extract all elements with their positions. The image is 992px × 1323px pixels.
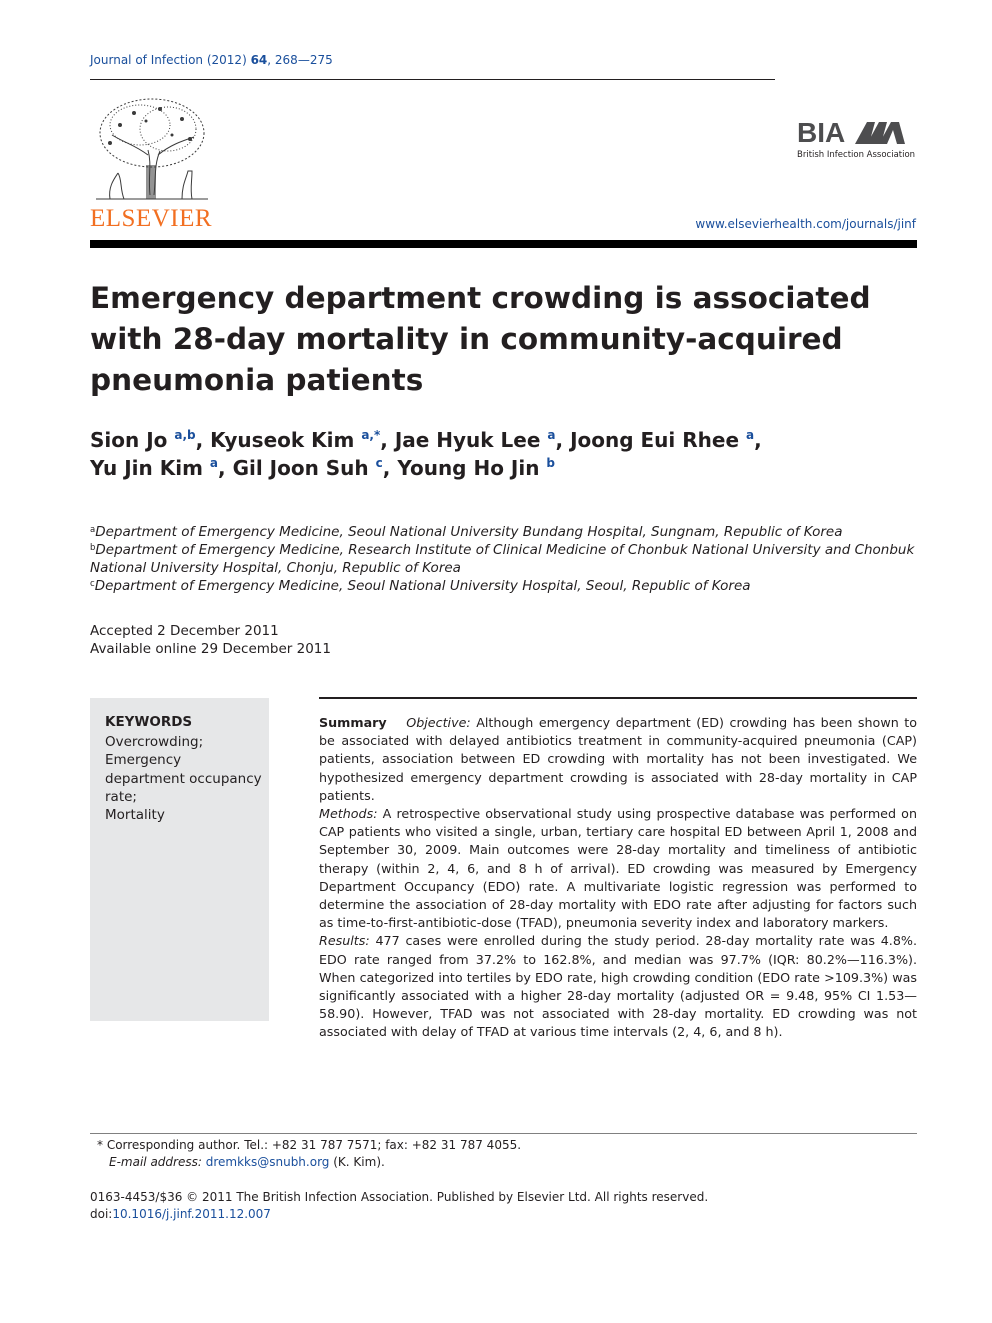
elsevier-wordmark: ELSEVIER: [90, 205, 213, 232]
keywords-list: [105, 733, 265, 824]
author-name: Jae Hyuk Lee: [394, 428, 541, 452]
abstract-methods: [319, 805, 917, 932]
affiliation-text: Department of Emergency Medicine, Seoul National University Hospital, Seoul, Republic of Korea: [94, 578, 751, 594]
author-name: Young Ho Jin: [397, 456, 540, 480]
author-affiliation-link[interactable]: a: [209, 456, 218, 470]
results-text: 477 cases were enrolled during the study period. 28-day mortality rate was 4.8%. EDO rate ranged from 37.2% to 162.8%, and median was 97.7% (IQR: 80.2%—116.3%). When categorized into tertiles by EDO rate, high crowding condition (EDO rate >109.3%) was significantly associated with a higher 28-day mortality (adjusted OR = 9.48, 95% CI 1.53—58.90). However, TFAD was not associated with 28-day mortality. ED crowding was not associated with delay of TFAD at various time intervals (2, 4, 6, and 8 h).: [319, 933, 917, 1040]
affiliation-list: [90, 523, 917, 595]
abstract-objective: [319, 714, 917, 805]
copyright-line: 0163-4453/$36 © 2011 The British Infection Association. Published by Elsevier Ltd. All rights reserved.: [90, 1190, 709, 1204]
doi-label: doi:: [90, 1207, 113, 1221]
author-affiliation-link[interactable]: a: [547, 428, 556, 442]
affiliation-item: [90, 523, 917, 541]
bia-logo: [797, 118, 917, 150]
affiliation-item: [90, 577, 917, 595]
author-name: Yu Jin Kim: [90, 456, 203, 480]
journal-volume: 64: [250, 53, 268, 67]
bia-logo-letters: BIA: [797, 118, 846, 146]
journal-name[interactable]: Journal of Infection (2012): [90, 53, 247, 67]
header-divider: [90, 79, 775, 80]
journal-pages: , 268—275: [267, 53, 333, 67]
journal-citation[interactable]: [90, 53, 333, 67]
keyword-item: Emergency department occupancy rate;: [105, 752, 262, 805]
methods-text: A retrospective observational study using prospective database was performed on CAP patients who visited a single, urban, tertiary care hospital ED between April 1, 2008 and September 30, 2009. Main outcomes were 28-day mortality and timeliness of antibiotic therapy (within 2, 4, 6, and 8 h of arrival). ED crowding was measured by Emergency Department Occupancy (EDO) rate. A multivariate logistic regression was performed to determine the association of 28-day mortality with EDO rate after adjusting for factors such as time-to-first-antibiotic-dose (TFAD), pneumonia severity index and laboratory markers.: [319, 806, 917, 931]
society-name: British Infection Association: [797, 150, 916, 160]
author-affiliation-link[interactable]: c: [375, 456, 383, 470]
author-name: Joong Eui Rhee: [570, 428, 740, 452]
affiliation-mark: b: [90, 543, 96, 553]
accepted-date: Accepted 2 December 2011: [90, 623, 279, 639]
abstract-results: [319, 932, 917, 1041]
keyword-item: Overcrowding;: [105, 734, 204, 750]
bia-logo-icon: [797, 118, 917, 146]
abstract: [319, 714, 917, 1042]
methods-label: Methods:: [319, 806, 378, 822]
author-separator: ,: [380, 428, 395, 452]
email-link[interactable]: dremkks@snubh.org: [205, 1155, 330, 1169]
author-name: Sion Jo: [90, 428, 168, 452]
author-list: [90, 426, 917, 482]
corresponding-author-footnote: [97, 1137, 521, 1171]
tree-icon: [90, 95, 212, 205]
copyright-block: [90, 1189, 708, 1223]
affiliation-mark: c: [90, 579, 95, 589]
author-separator: ,: [218, 456, 233, 480]
objective-text: Although emergency department (ED) crowding has been shown to be associated with delayed antibiotics treatment in community-acquired pneumonia (CAP) patients, association between ED crowding with mortality has not been investigated. We hypothesized emergency department crowding is associated with 28-day mortality in CAP patients.: [319, 715, 917, 803]
author-affiliation-link[interactable]: a,*: [361, 428, 381, 442]
author-separator: ,: [754, 428, 762, 452]
corresponding-author-text: * Corresponding author. Tel.: +82 31 787 7571; fax: +82 31 787 4055.: [97, 1138, 522, 1152]
affiliation-text: Department of Emergency Medicine, Research Institute of Clinical Medicine of Chonbuk National University and Chonbuk National University Hospital, Chonju, Republic of Korea: [90, 542, 915, 576]
affiliation-text: Department of Emergency Medicine, Seoul National University Bundang Hospital, Sungnam, Republic of Korea: [95, 524, 843, 540]
author-separator: ,: [195, 428, 211, 452]
affiliation-mark: a: [90, 525, 96, 535]
doi-line: [90, 1206, 708, 1223]
results-label: Results:: [319, 933, 370, 949]
keywords-heading: KEYWORDS: [105, 714, 193, 730]
author-name: Gil Joon Suh: [232, 456, 369, 480]
available-online-date: Available online 29 December 2011: [90, 641, 331, 657]
article-dates: [90, 622, 331, 658]
summary-label: Summary: [319, 715, 387, 730]
header-thick-rule: [90, 240, 917, 248]
author-affiliation-link[interactable]: b: [546, 456, 555, 470]
author-affiliation-link[interactable]: a: [745, 428, 755, 442]
author-name: Kyuseok Kim: [210, 428, 355, 452]
footnote-rule: [90, 1133, 917, 1134]
email-label: E-mail address:: [109, 1155, 202, 1169]
keyword-item: Mortality: [105, 807, 165, 824]
abstract-top-rule: [319, 697, 917, 699]
email-suffix: (K. Kim).: [333, 1155, 385, 1169]
author-separator: ,: [382, 456, 398, 480]
doi-link[interactable]: 10.1016/j.jinf.2011.12.007: [112, 1207, 271, 1221]
journal-url-link[interactable]: www.elsevierhealth.com/journals/jinf: [695, 217, 916, 231]
email-line: [97, 1154, 521, 1171]
objective-label: Objective:: [406, 715, 471, 730]
author-affiliation-link[interactable]: a,b: [174, 428, 196, 442]
affiliation-item: [90, 541, 917, 577]
author-separator: ,: [555, 428, 571, 452]
article-title: Emergency department crowding is associated with 28-day mortality in community-acquired pneumonia patients: [90, 281, 871, 397]
